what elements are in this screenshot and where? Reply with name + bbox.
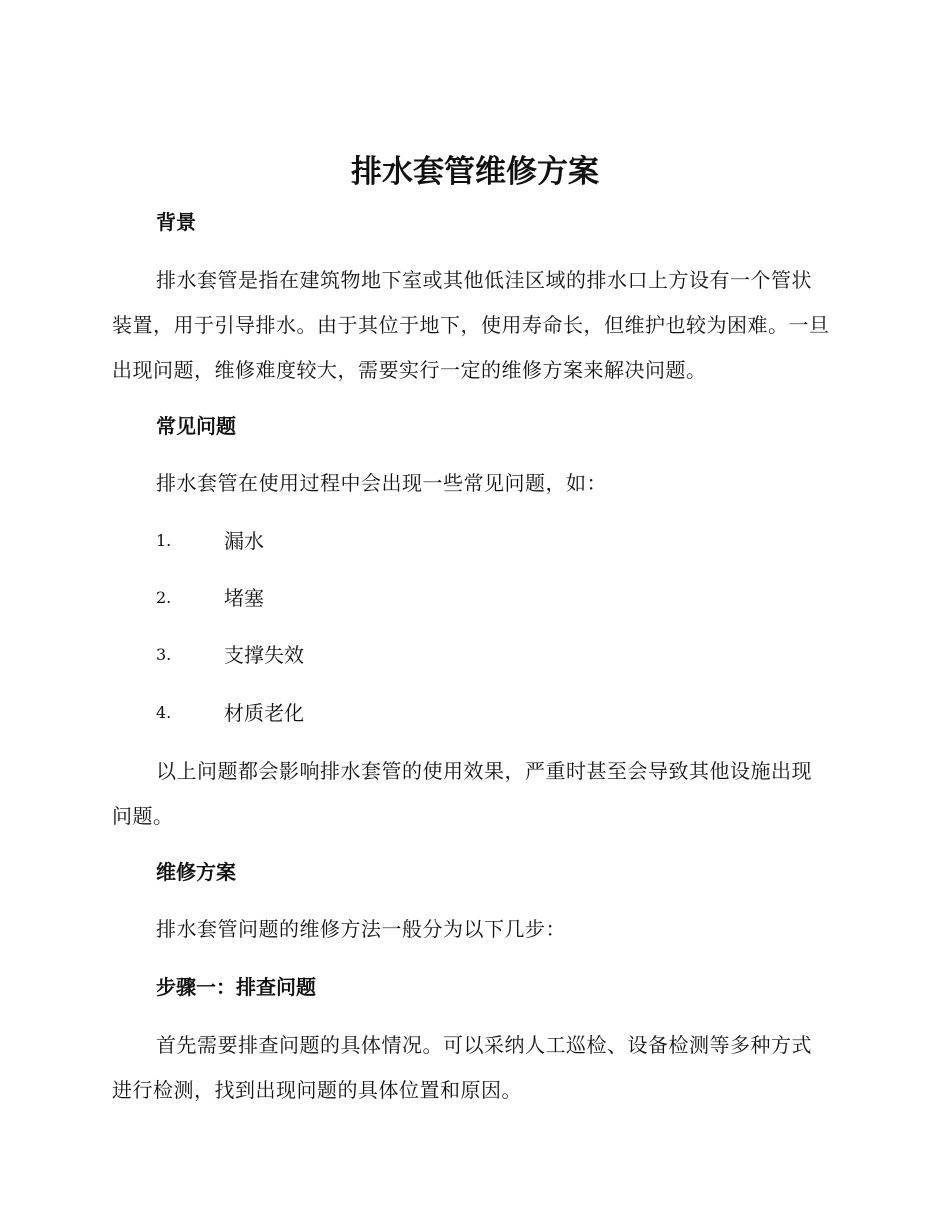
repair-plan-intro: 排水套管问题的维修方法一般分为以下几步：	[156, 917, 566, 941]
list-item-text: 漏水	[224, 529, 264, 553]
document-title: 排水套管维修方案	[351, 154, 599, 190]
step-1-paragraph: 首先需要排查问题的具体情况。可以采纳人工巡检、设备检测等多种方式进行检测，找到出现问题的具体位置和原因。	[112, 1033, 812, 1102]
section-heading-background: 背景	[156, 210, 196, 234]
section-heading-common-problems: 常见问题	[156, 414, 236, 438]
list-item-number: 4.	[156, 703, 172, 722]
list-item-text: 支撑失效	[224, 643, 304, 667]
list-item-text: 材质老化	[224, 701, 304, 725]
step-heading-1: 步骤一：排查问题	[156, 975, 316, 999]
section-heading-repair-plan: 维修方案	[156, 860, 236, 884]
background-paragraph: 排水套管是指在建筑物地下室或其他低洼区域的排水口上方设有一个管状装置，用于引导排水。由于其位于地下，使用寿命长，但维护也较为困难。一旦出现问题，维修难度较大，需要实行一定的维修方案来解决问题。	[112, 268, 830, 382]
list-item-number: 2.	[156, 588, 172, 607]
list-item-text: 堵塞	[224, 586, 264, 610]
list-item-number: 1.	[156, 531, 172, 550]
common-problems-intro: 排水套管在使用过程中会出现一些常见问题，如：	[156, 471, 607, 495]
common-problems-conclusion: 以上问题都会影响排水套管的使用效果，严重时甚至会导致其他设施出现问题。	[112, 759, 812, 828]
list-item-number: 3.	[156, 645, 172, 664]
